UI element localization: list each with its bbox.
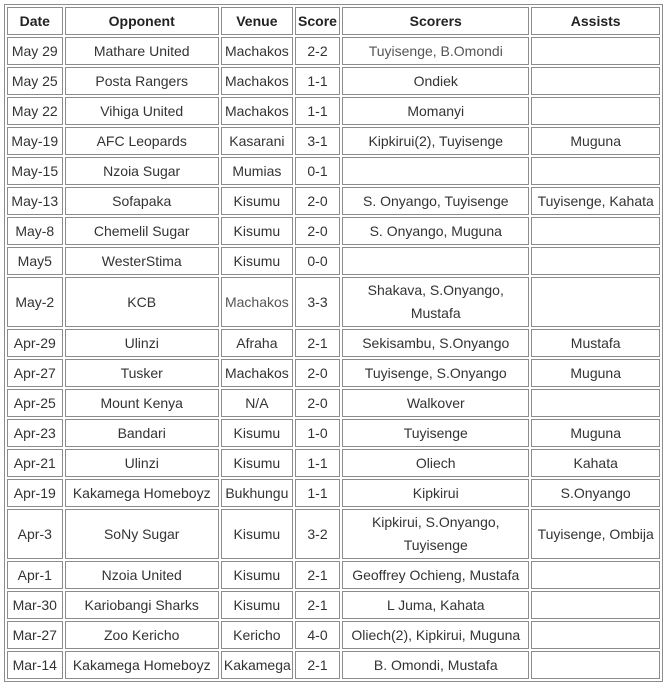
venue-cell: Afraha — [221, 329, 293, 357]
score-cell: 2-2 — [295, 37, 340, 65]
date-cell: Apr-23 — [7, 419, 63, 447]
assists-cell: Mustafa — [531, 329, 660, 357]
score-cell: 2-1 — [295, 651, 340, 679]
table-row — [7, 127, 660, 155]
header-assists: Assists — [531, 7, 660, 35]
opponent-cell: Tusker — [65, 359, 219, 387]
venue-cell: Kakamega — [221, 651, 293, 679]
table-row — [7, 97, 660, 125]
score-cell: 1-1 — [295, 479, 340, 507]
opponent-cell: Mathare United — [65, 37, 219, 65]
date-cell: Mar-30 — [7, 591, 63, 619]
assists-cell — [531, 97, 660, 125]
scorers-cell: S. Onyango, Tuyisenge — [342, 187, 529, 215]
score-cell: 1-0 — [295, 419, 340, 447]
opponent-cell: Kakamega Homeboyz — [65, 479, 219, 507]
scorers-cell: Tuyisenge — [342, 419, 529, 447]
date-cell: Mar-14 — [7, 651, 63, 679]
assists-cell — [531, 67, 660, 95]
date-cell: May 25 — [7, 67, 63, 95]
score-cell: 1-1 — [295, 97, 340, 125]
table-row — [7, 277, 660, 327]
date-cell: May-13 — [7, 187, 63, 215]
score-cell: 1-1 — [295, 449, 340, 477]
table-row — [7, 591, 660, 619]
opponent-cell: Ulinzi — [65, 449, 219, 477]
scorers-cell: L Juma, Kahata — [342, 591, 529, 619]
header-date: Date — [7, 7, 63, 35]
opponent-cell: Kakamega Homeboyz — [65, 651, 219, 679]
score-cell: 0-1 — [295, 157, 340, 185]
date-cell: May-19 — [7, 127, 63, 155]
table-row — [7, 389, 660, 417]
opponent-cell: Kariobangi Sharks — [65, 591, 219, 619]
score-cell: 0-0 — [295, 247, 340, 275]
scorers-cell: Oliech — [342, 449, 529, 477]
venue-cell: Kisumu — [221, 449, 293, 477]
venue-cell: N/A — [221, 389, 293, 417]
opponent-cell: Mount Kenya — [65, 389, 219, 417]
venue-cell: Kisumu — [221, 509, 293, 559]
header-opponent: Opponent — [65, 7, 219, 35]
venue-cell: Kisumu — [221, 247, 293, 275]
scorers-cell: Tuyisenge, S.Onyango — [342, 359, 529, 387]
assists-cell: Tuyisenge, Ombija — [531, 509, 660, 559]
scorers-cell — [342, 157, 529, 185]
date-cell: May-2 — [7, 277, 63, 327]
assists-cell — [531, 277, 660, 327]
score-cell: 2-0 — [295, 217, 340, 245]
venue-cell: Mumias — [221, 157, 293, 185]
assists-cell: Tuyisenge, Kahata — [531, 187, 660, 215]
table-row — [7, 329, 660, 357]
table-row — [7, 561, 660, 589]
table-row — [7, 479, 660, 507]
date-cell: Apr-25 — [7, 389, 63, 417]
header-score: Score — [295, 7, 340, 35]
assists-cell — [531, 37, 660, 65]
match-results-table — [4, 4, 663, 682]
opponent-cell: KCB — [65, 277, 219, 327]
venue-cell: Kisumu — [221, 561, 293, 589]
table-row — [7, 37, 660, 65]
opponent-cell: Chemelil Sugar — [65, 217, 219, 245]
scorers-cell: Kipkirui, S.Onyango, Tuyisenge — [342, 509, 529, 559]
date-cell: May 29 — [7, 37, 63, 65]
date-cell: May-8 — [7, 217, 63, 245]
table-row — [7, 359, 660, 387]
scorers-cell: Kipkirui — [342, 479, 529, 507]
opponent-cell: Nzoia United — [65, 561, 219, 589]
table-row — [7, 419, 660, 447]
scorers-cell: Ondiek — [342, 67, 529, 95]
header-venue: Venue — [221, 7, 293, 35]
opponent-cell: Sofapaka — [65, 187, 219, 215]
score-cell: 2-1 — [295, 591, 340, 619]
table-row — [7, 509, 660, 559]
venue-cell: Kasarani — [221, 127, 293, 155]
date-cell: Apr-19 — [7, 479, 63, 507]
date-cell: Mar-27 — [7, 621, 63, 649]
date-cell: Apr-27 — [7, 359, 63, 387]
date-cell: Apr-21 — [7, 449, 63, 477]
table-row — [7, 651, 660, 679]
assists-cell — [531, 651, 660, 679]
scorers-cell: Momanyi — [342, 97, 529, 125]
opponent-cell: Ulinzi — [65, 329, 219, 357]
venue-cell: Kisumu — [221, 217, 293, 245]
header-row — [7, 7, 660, 35]
table-row — [7, 67, 660, 95]
scorers-cell — [342, 247, 529, 275]
score-cell: 3-2 — [295, 509, 340, 559]
score-cell: 2-1 — [295, 329, 340, 357]
table-body — [7, 37, 660, 679]
assists-cell: S.Onyango — [531, 479, 660, 507]
scorers-cell: S. Onyango, Muguna — [342, 217, 529, 245]
assists-cell — [531, 157, 660, 185]
opponent-cell: Vihiga United — [65, 97, 219, 125]
assists-cell — [531, 591, 660, 619]
opponent-cell: Zoo Kericho — [65, 621, 219, 649]
assists-cell — [531, 621, 660, 649]
venue-cell: Kisumu — [221, 419, 293, 447]
table-row — [7, 621, 660, 649]
scorers-cell: Sekisambu, S.Onyango — [342, 329, 529, 357]
table-row — [7, 449, 660, 477]
table-row — [7, 157, 660, 185]
date-cell: Apr-1 — [7, 561, 63, 589]
date-cell: May5 — [7, 247, 63, 275]
scorers-cell: B. Omondi, Mustafa — [342, 651, 529, 679]
opponent-cell: Nzoia Sugar — [65, 157, 219, 185]
score-cell: 2-0 — [295, 359, 340, 387]
date-cell: May 22 — [7, 97, 63, 125]
table-row — [7, 187, 660, 215]
scorers-cell: Tuyisenge, B.Omondi — [342, 37, 529, 65]
header-scorers: Scorers — [342, 7, 529, 35]
opponent-cell: WesterStima — [65, 247, 219, 275]
date-cell: Apr-29 — [7, 329, 63, 357]
assists-cell: Muguna — [531, 359, 660, 387]
score-cell: 3-1 — [295, 127, 340, 155]
score-cell: 4-0 — [295, 621, 340, 649]
venue-cell: Machakos — [221, 37, 293, 65]
assists-cell — [531, 389, 660, 417]
venue-cell: Machakos — [221, 277, 293, 327]
assists-cell: Kahata — [531, 449, 660, 477]
score-cell: 1-1 — [295, 67, 340, 95]
venue-cell: Machakos — [221, 97, 293, 125]
venue-cell: Machakos — [221, 359, 293, 387]
scorers-cell: Oliech(2), Kipkirui, Muguna — [342, 621, 529, 649]
venue-cell: Kericho — [221, 621, 293, 649]
venue-cell: Machakos — [221, 67, 293, 95]
score-cell: 2-0 — [295, 389, 340, 417]
assists-cell: Muguna — [531, 419, 660, 447]
scorers-cell: Kipkirui(2), Tuyisenge — [342, 127, 529, 155]
opponent-cell: Posta Rangers — [65, 67, 219, 95]
score-cell: 2-1 — [295, 561, 340, 589]
venue-cell: Kisumu — [221, 187, 293, 215]
opponent-cell: AFC Leopards — [65, 127, 219, 155]
assists-cell: Muguna — [531, 127, 660, 155]
date-cell: Apr-3 — [7, 509, 63, 559]
venue-cell: Bukhungu — [221, 479, 293, 507]
scorers-cell: Shakava, S.Onyango, Mustafa — [342, 277, 529, 327]
score-cell: 2-0 — [295, 187, 340, 215]
scorers-cell: Geoffrey Ochieng, Mustafa — [342, 561, 529, 589]
table-row — [7, 247, 660, 275]
opponent-cell: Bandari — [65, 419, 219, 447]
assists-cell — [531, 247, 660, 275]
venue-cell: Kisumu — [221, 591, 293, 619]
score-cell: 3-3 — [295, 277, 340, 327]
assists-cell — [531, 217, 660, 245]
scorers-cell: Walkover — [342, 389, 529, 417]
assists-cell — [531, 561, 660, 589]
date-cell: May-15 — [7, 157, 63, 185]
opponent-cell: SoNy Sugar — [65, 509, 219, 559]
table-row — [7, 217, 660, 245]
